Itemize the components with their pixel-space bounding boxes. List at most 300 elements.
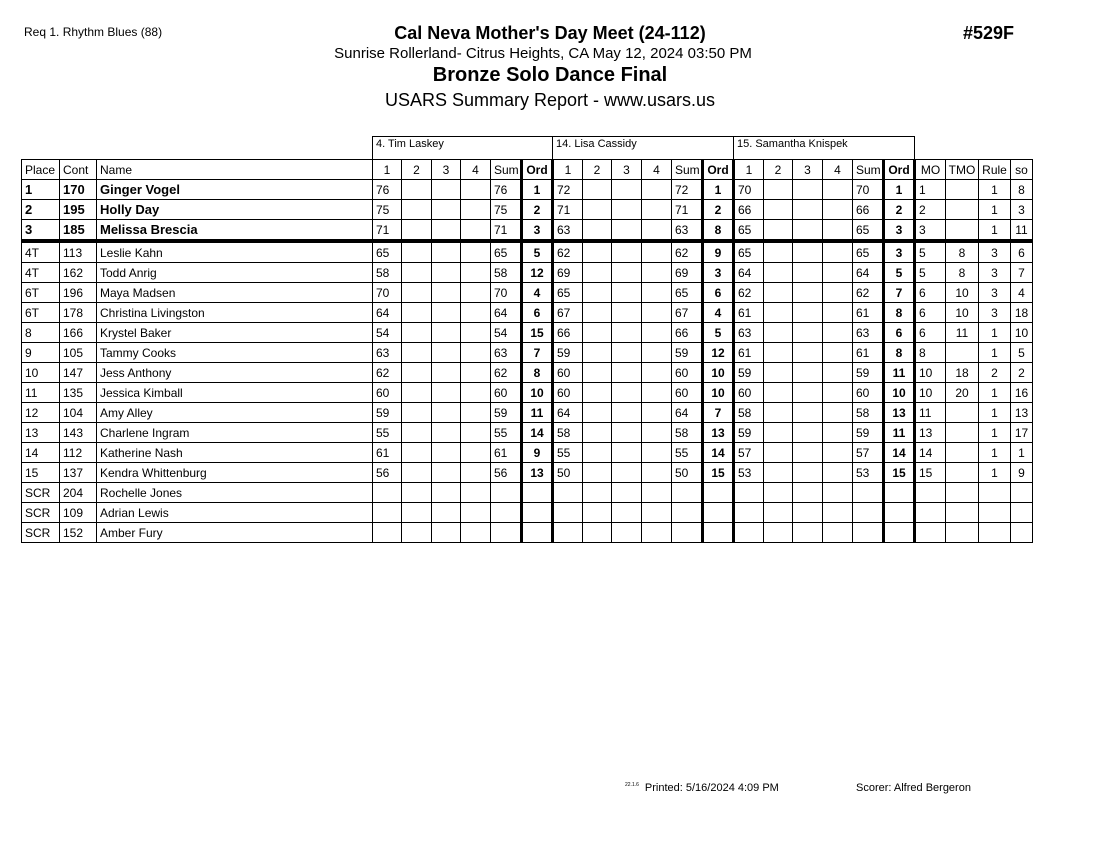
judge-sum: 63 — [853, 323, 884, 343]
judge-ordinal: 2 — [703, 200, 734, 220]
col-header-judge-sum: Sum — [853, 160, 884, 180]
judge-score-4 — [461, 523, 491, 543]
skater-name-cell: Tammy Cooks — [97, 343, 373, 363]
judge-score-4 — [642, 403, 672, 423]
judge-sum — [672, 483, 703, 503]
table-row — [22, 283, 1033, 303]
judge-ordinal: 1 — [884, 180, 915, 200]
contestant-number-cell: 137 — [60, 463, 97, 483]
judge-score-2 — [402, 483, 432, 503]
judge-score-1: 63 — [553, 220, 583, 242]
judge-score-1: 62 — [553, 241, 583, 263]
table-row — [22, 363, 1033, 383]
judge-score-4 — [461, 200, 491, 220]
rule-cell — [979, 523, 1011, 543]
col-header-judge-sum: Sum — [491, 160, 522, 180]
judge-sum: 55 — [491, 423, 522, 443]
judge-ordinal: 6 — [884, 323, 915, 343]
col-header-judge-4: 4 — [823, 160, 853, 180]
judge-score-3 — [432, 241, 461, 263]
judge-score-1: 66 — [734, 200, 764, 220]
judge-score-1: 66 — [553, 323, 583, 343]
judge-score-4 — [823, 241, 853, 263]
judge-score-1: 65 — [734, 220, 764, 242]
judge-score-3 — [793, 241, 823, 263]
judge-score-3 — [612, 503, 642, 523]
judge-score-2 — [402, 241, 432, 263]
judge-score-2 — [583, 343, 612, 363]
judge-score-4 — [461, 423, 491, 443]
judge-score-2 — [583, 523, 612, 543]
so-cell: 5 — [1011, 343, 1033, 363]
tmo-cell — [946, 220, 979, 242]
contestant-number-cell: 109 — [60, 503, 97, 523]
contestant-number-cell: 135 — [60, 383, 97, 403]
judge-score-2 — [583, 463, 612, 483]
judge-score-2 — [402, 303, 432, 323]
table-row — [22, 423, 1033, 443]
judge-ordinal: 7 — [522, 343, 553, 363]
place-cell: 6T — [22, 283, 60, 303]
judge-ordinal — [884, 523, 915, 543]
table-row — [22, 523, 1033, 543]
place-cell: SCR — [22, 503, 60, 523]
judge-score-2 — [402, 523, 432, 543]
judge-score-3 — [612, 383, 642, 403]
judge-score-1: 61 — [734, 303, 764, 323]
judge-ordinal: 6 — [522, 303, 553, 323]
judge-sum: 64 — [853, 263, 884, 283]
judge-score-2 — [402, 383, 432, 403]
table-row — [22, 483, 1033, 503]
contestant-number-cell: 166 — [60, 323, 97, 343]
skater-name-cell: Charlene Ingram — [97, 423, 373, 443]
judge-score-1: 71 — [373, 220, 402, 242]
judge-score-2 — [402, 200, 432, 220]
judge-score-4 — [823, 463, 853, 483]
judge-score-2 — [764, 180, 793, 200]
mo-cell: 6 — [915, 283, 946, 303]
judge-sum: 59 — [672, 343, 703, 363]
tmo-cell: 11 — [946, 323, 979, 343]
rule-cell — [979, 503, 1011, 523]
judge-score-4 — [823, 443, 853, 463]
version-label: 22.1.6 — [625, 782, 639, 788]
judge-ordinal: 8 — [703, 220, 734, 242]
so-cell: 6 — [1011, 241, 1033, 263]
place-cell: 2 — [22, 200, 60, 220]
col-header-judge-1: 1 — [553, 160, 583, 180]
judge-sum: 71 — [672, 200, 703, 220]
judge-score-3 — [612, 200, 642, 220]
event-title: Bronze Solo Dance Final — [432, 64, 668, 86]
judge-ordinal: 15 — [884, 463, 915, 483]
judge-score-4 — [642, 523, 672, 543]
judge-sum: 66 — [853, 200, 884, 220]
judge-score-1 — [553, 523, 583, 543]
judge-score-2 — [583, 180, 612, 200]
table-row — [22, 200, 1033, 220]
judge-score-4 — [461, 463, 491, 483]
skater-name-cell: Leslie Kahn — [97, 241, 373, 263]
judge-score-1: 64 — [553, 403, 583, 423]
judge-score-1: 62 — [373, 363, 402, 383]
judge-score-4 — [642, 423, 672, 443]
place-cell: 10 — [22, 363, 60, 383]
judge-score-2 — [402, 443, 432, 463]
judge-score-4 — [823, 343, 853, 363]
judge-score-3 — [432, 200, 461, 220]
rule-cell: 3 — [979, 303, 1011, 323]
judge-ordinal: 10 — [703, 383, 734, 403]
judge-sum: 72 — [672, 180, 703, 200]
judge-score-4 — [642, 343, 672, 363]
judge-sum: 65 — [853, 241, 884, 263]
so-cell: 7 — [1011, 263, 1033, 283]
judge-score-1: 63 — [373, 343, 402, 363]
col-header-judge-2: 2 — [583, 160, 612, 180]
col-header-judge-2: 2 — [764, 160, 793, 180]
judge-score-4 — [642, 241, 672, 263]
meet-title: Cal Neva Mother's Day Meet (24-112) — [394, 23, 706, 43]
tmo-cell — [946, 200, 979, 220]
so-cell: 8 — [1011, 180, 1033, 200]
judge-score-3 — [612, 283, 642, 303]
judge-score-3 — [432, 443, 461, 463]
tmo-cell: 8 — [946, 241, 979, 263]
judge-ordinal: 9 — [522, 443, 553, 463]
so-cell: 18 — [1011, 303, 1033, 323]
mo-cell: 6 — [915, 303, 946, 323]
rule-cell: 1 — [979, 423, 1011, 443]
judge-score-1: 60 — [734, 383, 764, 403]
judge-score-4 — [823, 180, 853, 200]
place-cell: 6T — [22, 303, 60, 323]
venue-date-line: Sunrise Rollerland- Citrus Heights, CA May 12, 2024 03:50 PM — [334, 45, 752, 62]
judge-score-3 — [612, 323, 642, 343]
judge-score-2 — [583, 241, 612, 263]
judge-score-2 — [583, 283, 612, 303]
judge-score-1: 57 — [734, 443, 764, 463]
judge-sum: 60 — [853, 383, 884, 403]
judge-score-2 — [402, 323, 432, 343]
judge-sum: 55 — [672, 443, 703, 463]
place-cell: 12 — [22, 403, 60, 423]
judge-score-3 — [793, 443, 823, 463]
judge-score-3 — [432, 403, 461, 423]
judge-sum: 53 — [853, 463, 884, 483]
report-title: USARS Summary Report - www.usars.us — [384, 90, 716, 110]
judge-score-1: 62 — [734, 283, 764, 303]
judge-score-4 — [461, 363, 491, 383]
judge-ordinal: 5 — [884, 263, 915, 283]
table-row — [22, 463, 1033, 483]
judge-ordinal: 12 — [522, 263, 553, 283]
contestant-number-cell: 152 — [60, 523, 97, 543]
so-cell: 9 — [1011, 463, 1033, 483]
judge-score-4 — [642, 363, 672, 383]
so-cell: 3 — [1011, 200, 1033, 220]
judge-header-row — [22, 137, 1033, 160]
event-code: #529F — [963, 23, 1015, 43]
table-row — [22, 323, 1033, 343]
judge-score-4 — [823, 303, 853, 323]
judge-score-4 — [823, 423, 853, 443]
judge-sum: 54 — [491, 323, 522, 343]
judge-score-2 — [402, 363, 432, 383]
judge-score-3 — [612, 403, 642, 423]
judge-score-3 — [432, 483, 461, 503]
judge-score-1: 61 — [734, 343, 764, 363]
judge-score-2 — [764, 283, 793, 303]
judge-score-1 — [553, 503, 583, 523]
mo-cell: 6 — [915, 323, 946, 343]
judge-ordinal: 11 — [522, 403, 553, 423]
judge-score-2 — [583, 363, 612, 383]
judge-score-3 — [793, 363, 823, 383]
judge-score-4 — [461, 323, 491, 343]
judge-score-2 — [583, 483, 612, 503]
judge-score-4 — [823, 220, 853, 242]
contestant-number-cell: 170 — [60, 180, 97, 200]
judge-score-4 — [461, 180, 491, 200]
judge-score-4 — [642, 303, 672, 323]
rule-cell: 3 — [979, 241, 1011, 263]
judge-ordinal: 13 — [522, 463, 553, 483]
judge-score-4 — [823, 523, 853, 543]
judge-score-2 — [764, 241, 793, 263]
judge-score-1: 76 — [373, 180, 402, 200]
col-header-mo: MO — [915, 160, 946, 180]
col-header-judge-3: 3 — [432, 160, 461, 180]
judge-score-3 — [793, 323, 823, 343]
judge-score-1: 55 — [553, 443, 583, 463]
so-cell: 13 — [1011, 403, 1033, 423]
mo-cell — [915, 523, 946, 543]
mo-cell: 1 — [915, 180, 946, 200]
col-header-place: Place — [22, 160, 60, 180]
judge-sum — [853, 503, 884, 523]
place-cell: 4T — [22, 241, 60, 263]
judge-score-3 — [432, 423, 461, 443]
judge-score-1: 61 — [373, 443, 402, 463]
place-cell: 15 — [22, 463, 60, 483]
judge-score-3 — [793, 180, 823, 200]
judge-score-3 — [612, 523, 642, 543]
column-header-row — [22, 160, 1033, 180]
judge-score-3 — [432, 343, 461, 363]
judge-score-2 — [402, 180, 432, 200]
col-header-judge-4: 4 — [642, 160, 672, 180]
judge-score-2 — [764, 323, 793, 343]
place-cell: 14 — [22, 443, 60, 463]
judge-ordinal: 11 — [884, 423, 915, 443]
judge-score-2 — [583, 303, 612, 323]
judge-score-4 — [461, 220, 491, 242]
judge-score-2 — [583, 503, 612, 523]
contestant-number-cell: 162 — [60, 263, 97, 283]
so-cell — [1011, 523, 1033, 543]
mo-cell: 5 — [915, 263, 946, 283]
judge-ordinal: 8 — [522, 363, 553, 383]
judge-ordinal: 14 — [522, 423, 553, 443]
judge-score-1: 60 — [553, 383, 583, 403]
judge-sum: 65 — [672, 283, 703, 303]
contestant-number-cell: 113 — [60, 241, 97, 263]
judge-ordinal: 10 — [703, 363, 734, 383]
place-cell: SCR — [22, 483, 60, 503]
judge-score-2 — [583, 443, 612, 463]
rule-cell: 3 — [979, 263, 1011, 283]
mo-cell: 14 — [915, 443, 946, 463]
judge-score-1 — [734, 483, 764, 503]
judge-sum: 59 — [853, 363, 884, 383]
judge-sum: 64 — [491, 303, 522, 323]
judge-ordinal: 14 — [703, 443, 734, 463]
judge-ordinal: 8 — [884, 343, 915, 363]
judge-ordinal: 8 — [884, 303, 915, 323]
skater-name-cell: Amy Alley — [97, 403, 373, 423]
contestant-number-cell: 195 — [60, 200, 97, 220]
judge-score-2 — [764, 383, 793, 403]
contestant-number-cell: 143 — [60, 423, 97, 443]
judge-sum: 50 — [672, 463, 703, 483]
judge-score-1: 64 — [734, 263, 764, 283]
judge-ordinal: 2 — [522, 200, 553, 220]
judge-score-3 — [793, 503, 823, 523]
judge-sum: 69 — [672, 263, 703, 283]
judge-score-4 — [461, 343, 491, 363]
rule-cell: 1 — [979, 383, 1011, 403]
judge-sum — [672, 503, 703, 523]
judge-ordinal: 7 — [703, 403, 734, 423]
judge-score-1: 64 — [373, 303, 402, 323]
judge-score-3 — [793, 283, 823, 303]
skater-name-cell: Adrian Lewis — [97, 503, 373, 523]
judge-score-2 — [764, 503, 793, 523]
so-cell: 4 — [1011, 283, 1033, 303]
table-row — [22, 383, 1033, 403]
tmo-cell: 10 — [946, 283, 979, 303]
judge-score-2 — [583, 383, 612, 403]
judge-score-1: 54 — [373, 323, 402, 343]
judge-score-4 — [642, 443, 672, 463]
contestant-number-cell: 185 — [60, 220, 97, 242]
judge-score-3 — [612, 443, 642, 463]
judge-ordinal: 9 — [703, 241, 734, 263]
judge-score-3 — [793, 343, 823, 363]
col-header-rule: Rule — [979, 160, 1011, 180]
judge-ordinal: 3 — [522, 220, 553, 242]
judge-score-4 — [642, 483, 672, 503]
tmo-cell: 8 — [946, 263, 979, 283]
judge-ordinal: 3 — [703, 263, 734, 283]
mo-cell: 10 — [915, 363, 946, 383]
col-header-judge-ord: Ord — [703, 160, 734, 180]
judge-score-1: 59 — [734, 363, 764, 383]
col-header-judge-1: 1 — [734, 160, 764, 180]
col-header-tmo: TMO — [946, 160, 979, 180]
judge-sum: 57 — [853, 443, 884, 463]
judge-sum: 58 — [672, 423, 703, 443]
judge-sum: 59 — [853, 423, 884, 443]
judge-score-3 — [793, 423, 823, 443]
judge-score-3 — [793, 523, 823, 543]
col-header-judge-3: 3 — [793, 160, 823, 180]
judge-score-4 — [823, 403, 853, 423]
judge-sum: 56 — [491, 463, 522, 483]
so-cell — [1011, 483, 1033, 503]
so-cell — [1011, 503, 1033, 523]
judge-score-1: 65 — [553, 283, 583, 303]
judge-score-4 — [642, 283, 672, 303]
so-cell: 16 — [1011, 383, 1033, 403]
col-header-name: Name — [97, 160, 373, 180]
judge-score-4 — [823, 503, 853, 523]
judge-ordinal: 15 — [703, 463, 734, 483]
skater-name-cell: Melissa Brescia — [97, 220, 373, 242]
judge-score-2 — [402, 283, 432, 303]
requirement-label: Req 1. Rhythm Blues (88) — [24, 25, 163, 39]
judge-score-1: 60 — [553, 363, 583, 383]
mo-cell — [915, 483, 946, 503]
judge-ordinal — [884, 483, 915, 503]
judge-score-3 — [432, 523, 461, 543]
judge-score-3 — [612, 343, 642, 363]
judge-sum: 61 — [853, 303, 884, 323]
judge-score-1 — [373, 503, 402, 523]
judge-ordinal: 6 — [703, 283, 734, 303]
judge-score-2 — [764, 303, 793, 323]
judge-score-2 — [764, 220, 793, 242]
printed-text: Printed: 5/16/2024 4:09 PM — [644, 782, 779, 794]
judge-ordinal: 4 — [522, 283, 553, 303]
judge-sum: 65 — [853, 220, 884, 242]
place-cell: 1 — [22, 180, 60, 200]
rule-cell: 3 — [979, 283, 1011, 303]
judge-score-4 — [642, 463, 672, 483]
judge-score-3 — [793, 263, 823, 283]
judge-score-1: 70 — [734, 180, 764, 200]
judge-score-3 — [612, 423, 642, 443]
skater-name-cell: Todd Anrig — [97, 263, 373, 283]
judge-score-3 — [612, 241, 642, 263]
judge-name: 4. Tim Laskey — [373, 137, 553, 160]
judge-sum: 63 — [491, 343, 522, 363]
judge-score-4 — [461, 263, 491, 283]
judge-score-1: 65 — [734, 241, 764, 263]
judge-score-1: 72 — [553, 180, 583, 200]
judge-sum — [491, 503, 522, 523]
judge-score-2 — [764, 263, 793, 283]
judge-score-3 — [612, 363, 642, 383]
mo-cell: 15 — [915, 463, 946, 483]
judge-ordinal — [522, 483, 553, 503]
judge-score-3 — [432, 503, 461, 523]
col-header-judge-ord: Ord — [522, 160, 553, 180]
rule-cell: 1 — [979, 343, 1011, 363]
judge-ordinal: 13 — [703, 423, 734, 443]
skater-name-cell: Jessica Kimball — [97, 383, 373, 403]
judge-score-4 — [461, 503, 491, 523]
judge-sum: 70 — [853, 180, 884, 200]
col-header-cont: Cont — [60, 160, 97, 180]
judge-score-1 — [373, 523, 402, 543]
judge-score-1 — [734, 523, 764, 543]
judge-score-3 — [793, 200, 823, 220]
so-cell: 2 — [1011, 363, 1033, 383]
table-row — [22, 403, 1033, 423]
